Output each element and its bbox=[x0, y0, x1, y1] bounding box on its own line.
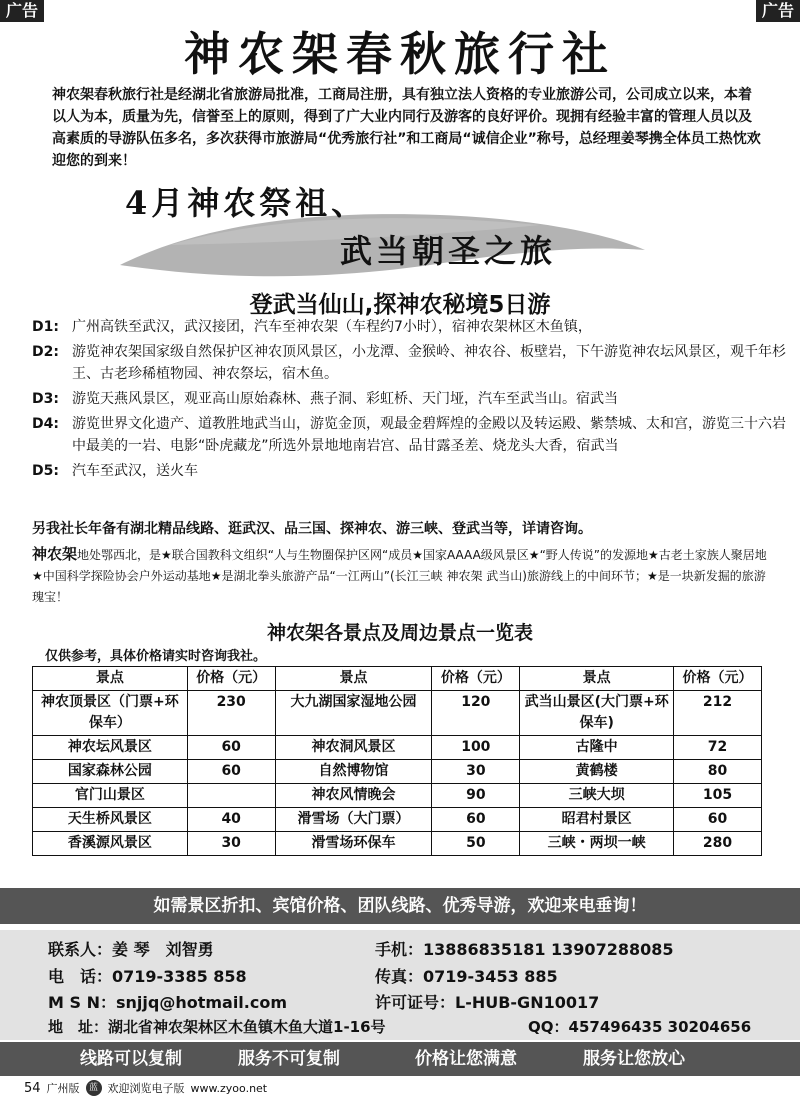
itinerary-day bbox=[32, 413, 792, 457]
spot-price: 72 bbox=[674, 736, 762, 760]
spot-price: 60 bbox=[674, 808, 762, 832]
table-row bbox=[33, 691, 762, 736]
header-price: 价格（元） bbox=[432, 667, 520, 691]
table-row bbox=[33, 736, 762, 760]
table-row bbox=[33, 784, 762, 808]
contact-panel bbox=[0, 930, 800, 1040]
table-note: 仅供参考，具体价格请实时咨询我社。 bbox=[45, 649, 267, 664]
spot-name: 滑雪场环保车 bbox=[275, 832, 432, 856]
inquiry-banner: 如需景区折扣、宾馆价格、团队线路、优秀导游，欢迎来电垂询！ bbox=[0, 888, 800, 924]
shennongjia-description bbox=[32, 544, 777, 608]
contact-qq: QQ：457496435 30204656 bbox=[528, 1018, 752, 1036]
shennongjia-name: 神农架 bbox=[32, 545, 78, 563]
spot-price: 105 bbox=[674, 784, 762, 808]
slogan-item: 线路可以复制 bbox=[80, 1049, 182, 1069]
spots-price-table bbox=[32, 666, 762, 856]
slogan-item: 服务不可复制 bbox=[238, 1049, 340, 1069]
spot-name: 三峡大坝 bbox=[520, 784, 674, 808]
footer-tagline: 欢迎浏览电子版 bbox=[107, 1082, 185, 1095]
spot-name: 古隆中 bbox=[520, 736, 674, 760]
spot-price: 90 bbox=[432, 784, 520, 808]
slogan-item: 服务让您放心 bbox=[583, 1049, 685, 1069]
day-text: 汽车至武汉，送火车 bbox=[72, 463, 198, 479]
spot-price: 30 bbox=[432, 760, 520, 784]
footer-url[interactable]: www.zyoo.net bbox=[190, 1081, 268, 1095]
spot-price: 120 bbox=[432, 691, 520, 736]
table-row bbox=[33, 808, 762, 832]
day-label: D2: bbox=[32, 344, 59, 360]
spot-name: 国家森林公园 bbox=[33, 760, 188, 784]
itinerary-day bbox=[32, 341, 792, 385]
spot-price: 80 bbox=[674, 760, 762, 784]
service-slogans bbox=[0, 1042, 800, 1076]
header-spot: 景点 bbox=[33, 667, 188, 691]
spot-name: 神农洞风景区 bbox=[275, 736, 432, 760]
agency-title: 神农架春秋旅行社 bbox=[184, 27, 616, 81]
spot-price bbox=[187, 784, 275, 808]
slogan-line-2: 武当朝圣之旅 bbox=[340, 232, 557, 270]
day-text: 游览天燕风景区，观亚高山原始森林、燕子洞、彩虹桥、天门垭，汽车至武当山。宿武当 bbox=[72, 391, 618, 407]
ad-tag-right: 广告 bbox=[756, 0, 800, 22]
spot-price: 40 bbox=[187, 808, 275, 832]
edition-label: 广州版 bbox=[46, 1082, 80, 1095]
table-row bbox=[33, 760, 762, 784]
day-label: D4: bbox=[32, 416, 59, 432]
spot-price: 60 bbox=[432, 808, 520, 832]
day-text: 游览神农架国家级自然保护区神农顶风景区，小龙潭、金猴岭、神农谷、板壁岩，下午游览神农坛风景区，观千年杉王、古老珍稀植物园、神农祭坛，宿木鱼。 bbox=[72, 344, 786, 382]
table-title: 神农架各景点及周边景点一览表 bbox=[266, 622, 533, 644]
spot-price: 230 bbox=[187, 691, 275, 736]
spot-price: 280 bbox=[674, 832, 762, 856]
day-label: D3: bbox=[32, 391, 59, 407]
day-text: 游览世界文化遗产、道教胜地武当山，游览金顶，观最金碧辉煌的金殿以及转运殿、紫禁城、太和宫，游览三十六岩中最美的一岩、电影“卧虎藏龙”所选外景地地南岩宫、品甘露圣差、烧龙头大香，宿武当 bbox=[72, 416, 786, 454]
magazine-logo-icon: 蓝 bbox=[86, 1080, 102, 1096]
header-price: 价格（元） bbox=[674, 667, 762, 691]
spot-price: 30 bbox=[187, 832, 275, 856]
shennongjia-text: 地处鄂西北，是★联合国教科文组织“人与生物圈保护区网“成员★国家AAAA级风景区★“野人传说”的发源地★古老土家族人聚居地★中国科学探险协会户外运动基地★是湖北拳头旅游产品“一江两山”(长江三峡 神农架 武当山)旅游线上的中间环节；★是一块新发掘的旅游瑰宝！ bbox=[32, 548, 767, 604]
spot-name: 天生桥风景区 bbox=[33, 808, 188, 832]
spot-price: 60 bbox=[187, 760, 275, 784]
spot-name: 香溪源风景区 bbox=[33, 832, 188, 856]
slogan-item: 价格让您满意 bbox=[415, 1049, 517, 1069]
itinerary-day bbox=[32, 316, 792, 338]
tour-subtitle: 登武当仙山,探神农秘境5日游 bbox=[249, 292, 551, 318]
day-label: D5: bbox=[32, 463, 59, 479]
agency-intro: 神农架春秋旅行社是经湖北省旅游局批准，工商局注册，具有独立法人资格的专业旅游公司，公司成立以来，本着以人为本，质量为先，信誉至上的原则，得到了广大业内同行及游客的良好评价。现拥有经验丰富的管理人员以及高素质的导游队伍多名，多次获得市旅游局“优秀旅行社”和工商局“诚信企业”称号，总经理姜琴携全体员工热忱欢迎您的到来！ bbox=[52, 87, 761, 169]
slogan-line-1: 4月神农祭祖、 bbox=[125, 184, 368, 222]
spot-price: 100 bbox=[432, 736, 520, 760]
page-number: 54 bbox=[24, 1080, 41, 1096]
spot-name: 自然博物馆 bbox=[275, 760, 432, 784]
spot-name: 昭君村景区 bbox=[520, 808, 674, 832]
day-text: 广州高铁至武汉，武汉接团，汽车至神农架（车程约7小时），宿神农架林区木鱼镇， bbox=[72, 319, 592, 335]
itinerary-day bbox=[32, 460, 792, 482]
itinerary bbox=[32, 316, 792, 485]
spot-name: 大九湖国家湿地公园 bbox=[275, 691, 432, 736]
header-price: 价格（元） bbox=[187, 667, 275, 691]
spot-name: 神农风情晚会 bbox=[275, 784, 432, 808]
spot-name: 神农坛风景区 bbox=[33, 736, 188, 760]
day-label: D1: bbox=[32, 319, 59, 335]
spot-name: 黄鹤楼 bbox=[520, 760, 674, 784]
contact-phone: 电 话：0719-3385 858 bbox=[48, 967, 247, 986]
itinerary-day bbox=[32, 388, 792, 410]
contact-msn: M S N：snjjq@hotmail.com bbox=[48, 993, 288, 1012]
ad-tag-left: 广告 bbox=[0, 0, 44, 22]
header-spot: 景点 bbox=[520, 667, 674, 691]
contact-fax: 传真：0719-3453 885 bbox=[375, 967, 558, 986]
spot-price: 50 bbox=[432, 832, 520, 856]
also-lines: 另我社长年备有湖北精品线路、逛武汉、品三国、探神农、游三峡、登武当等，详请咨询。 bbox=[32, 521, 592, 537]
table-header-row bbox=[33, 667, 762, 691]
contact-person: 联系人：姜 琴 刘智勇 bbox=[48, 940, 214, 959]
contact-address: 地 址：湖北省神农架林区木鱼镇木鱼大道1-16号 bbox=[48, 1018, 386, 1036]
contact-license: 许可证号：L-HUB-GN10017 bbox=[375, 993, 600, 1012]
contact-mobile: 手机：13886835181 13907288085 bbox=[375, 940, 674, 959]
spot-name: 三峡・两坝一峡 bbox=[520, 832, 674, 856]
table-row bbox=[33, 832, 762, 856]
spot-price: 212 bbox=[674, 691, 762, 736]
spot-name: 滑雪场（大门票） bbox=[275, 808, 432, 832]
page-footer bbox=[24, 1080, 267, 1096]
spot-price: 60 bbox=[187, 736, 275, 760]
spot-name: 神农顶景区（门票+环保车） bbox=[33, 691, 188, 736]
header-spot: 景点 bbox=[275, 667, 432, 691]
spot-name: 官门山景区 bbox=[33, 784, 188, 808]
spot-name: 武当山景区(大门票+环保车) bbox=[520, 691, 674, 736]
